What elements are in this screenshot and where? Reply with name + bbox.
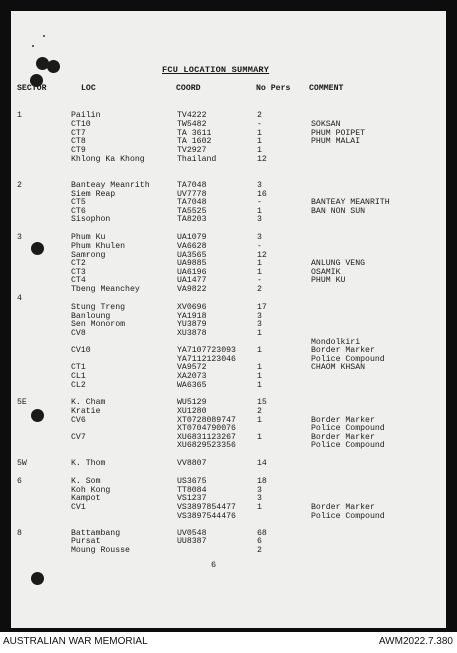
cell-pers: 12 [257,155,267,164]
punch-hole [31,242,44,255]
cell-loc: CV1 [71,503,86,512]
cell-loc: CT1 [71,363,86,372]
ink-speck [32,45,34,47]
cell-loc: Battambang [71,529,121,538]
page-number: 6 [211,560,217,570]
cell-coord: XU6829523356 [177,441,236,450]
cell-pers: 17 [257,303,267,312]
cell-sector: 6 [17,477,22,486]
cell-loc: CV6 [71,416,86,425]
cell-coord: WA6365 [177,381,207,390]
cell-pers: 3 [257,486,262,495]
cell-coord: UA1477 [177,276,207,285]
cell-loc: Kratie [71,407,101,416]
cell-coord: VS1237 [177,494,207,503]
cell-pers: 3 [257,320,262,329]
cell-coord: TA 3611 [177,129,212,138]
cell-sector: 1 [17,111,22,120]
cell-coord: TT8084 [177,486,207,495]
cell-loc: CV7 [71,433,86,442]
cell-pers: 16 [257,190,267,199]
cell-loc: Banloung [71,312,111,321]
cell-loc: Sisophon [71,215,111,224]
cell-pers: 3 [257,233,262,242]
cell-pers: 2 [257,546,262,555]
cell-sector: 5W [17,459,27,468]
cell-pers: 1 [257,381,262,390]
footer-source: AUSTRALIAN WAR MEMORIAL [3,636,148,647]
cell-coord: YA7112123046 [177,355,236,364]
cell-pers: 3 [257,181,262,190]
cell-sector: 5E [17,398,27,407]
cell-pers: 1 [257,433,262,442]
cell-comment: Police Compound [311,441,385,450]
cell-sector: 3 [17,233,22,242]
cell-loc: Kampot [71,494,101,503]
cell-pers: 18 [257,477,267,486]
cell-pers: 2 [257,111,262,120]
cell-coord: XU1280 [177,407,207,416]
cell-comment: ANLUNG VENG [311,259,366,268]
cell-pers: - [257,120,262,129]
cell-comment: BAN NON SUN [311,207,366,216]
cell-comment: PHUM KU [311,276,346,285]
cell-coord: TA 1602 [177,137,212,146]
cell-comment: PHUM MALAI [311,137,361,146]
cell-pers: 3 [257,215,262,224]
cell-pers: 12 [257,251,267,260]
cell-loc: CV8 [71,329,86,338]
cell-loc: CT3 [71,268,86,277]
cell-loc: Khlong Ka Khong [71,155,145,164]
cell-coord: YU3879 [177,320,207,329]
cell-coord: TA7048 [177,181,207,190]
cell-loc: Moung Rousse [71,546,130,555]
cell-coord: UU8387 [177,537,207,546]
header-no-pers: No Pers [256,84,291,93]
cell-coord: WU5129 [177,398,207,407]
cell-pers: 2 [257,407,262,416]
cell-comment: SOKSAN [311,120,341,129]
punch-hole [31,572,44,585]
cell-comment: Police Compound [311,424,385,433]
cell-loc: CV10 [71,346,91,355]
cell-coord: VS3897854477 [177,503,236,512]
cell-coord: VA9572 [177,363,207,372]
punch-hole [31,409,44,422]
header-comment: COMMENT [309,84,344,93]
cell-pers: - [257,276,262,285]
cell-loc: CL2 [71,381,86,390]
cell-comment: OSAMIK [311,268,341,277]
cell-loc: CT2 [71,259,86,268]
cell-coord: Thailand [177,155,217,164]
cell-pers: 1 [257,146,262,155]
cell-loc: CT4 [71,276,86,285]
cell-loc: K. Som [71,477,101,486]
cell-sector: 2 [17,181,22,190]
cell-loc: Phum Ku [71,233,106,242]
cell-comment: Police Compound [311,355,385,364]
cell-comment: CHAOM KHSAN [311,363,366,372]
cell-coord: US3675 [177,477,207,486]
cell-pers: - [257,198,262,207]
cell-loc: CT8 [71,137,86,146]
header-sector: SECTOR [17,84,47,93]
cell-pers: 1 [257,329,262,338]
cell-pers: 1 [257,137,262,146]
cell-coord: TA8203 [177,215,207,224]
cell-loc: Phum Khulen [71,242,126,251]
cell-pers: 1 [257,416,262,425]
cell-loc: Samrong [71,251,106,260]
cell-coord: UA6196 [177,268,207,277]
cell-coord: VA6628 [177,242,207,251]
cell-loc: CT7 [71,129,86,138]
cell-comment: Border Marker [311,503,375,512]
cell-coord: VS3897544476 [177,512,236,521]
cell-coord: XA2073 [177,372,207,381]
cell-coord: UV7778 [177,190,207,199]
cell-pers: 3 [257,312,262,321]
cell-coord: YA1918 [177,312,207,321]
ink-speck [43,35,45,37]
cell-coord: XT0704790076 [177,424,236,433]
cell-pers: 1 [257,346,262,355]
cell-loc: K. Cham [71,398,106,407]
cell-pers: 6 [257,537,262,546]
cell-sector: 8 [17,529,22,538]
cell-loc: Tbeng Meanchey [71,285,140,294]
document-title: FCU LOCATION SUMMARY [162,65,270,75]
cell-pers: 1 [257,363,262,372]
cell-coord: YA7107723093 [177,346,236,355]
cell-pers: 1 [257,129,262,138]
cell-pers: 1 [257,268,262,277]
cell-loc: CT9 [71,146,86,155]
cell-pers: 2 [257,285,262,294]
cell-loc: Pursat [71,537,101,546]
cell-coord: TA5525 [177,207,207,216]
cell-loc: Siem Reap [71,190,116,199]
cell-pers: 1 [257,207,262,216]
cell-sector: 4 [17,294,22,303]
cell-coord: UA9885 [177,259,207,268]
cell-loc: CT6 [71,207,86,216]
cell-coord: TV2927 [177,146,207,155]
cell-loc: CT5 [71,198,86,207]
cell-loc: Stung Treng [71,303,126,312]
cell-pers: 1 [257,503,262,512]
cell-loc: Banteay Meanrith [71,181,150,190]
cell-coord: VV8807 [177,459,207,468]
cell-pers: 68 [257,529,267,538]
cell-comment: Border Marker [311,416,375,425]
cell-pers: 1 [257,259,262,268]
cell-coord: UV0548 [177,529,207,538]
cell-pers: 3 [257,494,262,503]
cell-coord: XV0696 [177,303,207,312]
header-coord: COORD [176,84,201,93]
cell-loc: Koh Kong [71,486,111,495]
cell-comment: Border Marker [311,433,375,442]
cell-loc: Sen Monorom [71,320,126,329]
cell-coord: UA3565 [177,251,207,260]
cell-loc: Pailin [71,111,101,120]
cell-loc: K. Thom [71,459,106,468]
cell-pers: 15 [257,398,267,407]
punch-hole [47,60,60,73]
cell-comment: BANTEAY MEANRITH [311,198,390,207]
cell-comment: PHUM POIPET [311,129,366,138]
cell-comment: Mondolkiri [311,338,361,347]
cell-comment: Police Compound [311,512,385,521]
header-loc: LOC [81,84,96,93]
cell-coord: UA1079 [177,233,207,242]
footer-reference: AWM2022.7.380 [378,636,453,647]
cell-loc: CT10 [71,120,91,129]
cell-coord: VA9822 [177,285,207,294]
cell-coord: TV4222 [177,111,207,120]
cell-coord: TW5482 [177,120,207,129]
cell-pers: 1 [257,372,262,381]
cell-coord: XU6831123267 [177,433,236,442]
cell-coord: TA7048 [177,198,207,207]
cell-pers: - [257,242,262,251]
cell-coord: XU3878 [177,329,207,338]
cell-pers: 14 [257,459,267,468]
cell-coord: XT0728089747 [177,416,236,425]
cell-comment: Border Marker [311,346,375,355]
cell-loc: CL1 [71,372,86,381]
